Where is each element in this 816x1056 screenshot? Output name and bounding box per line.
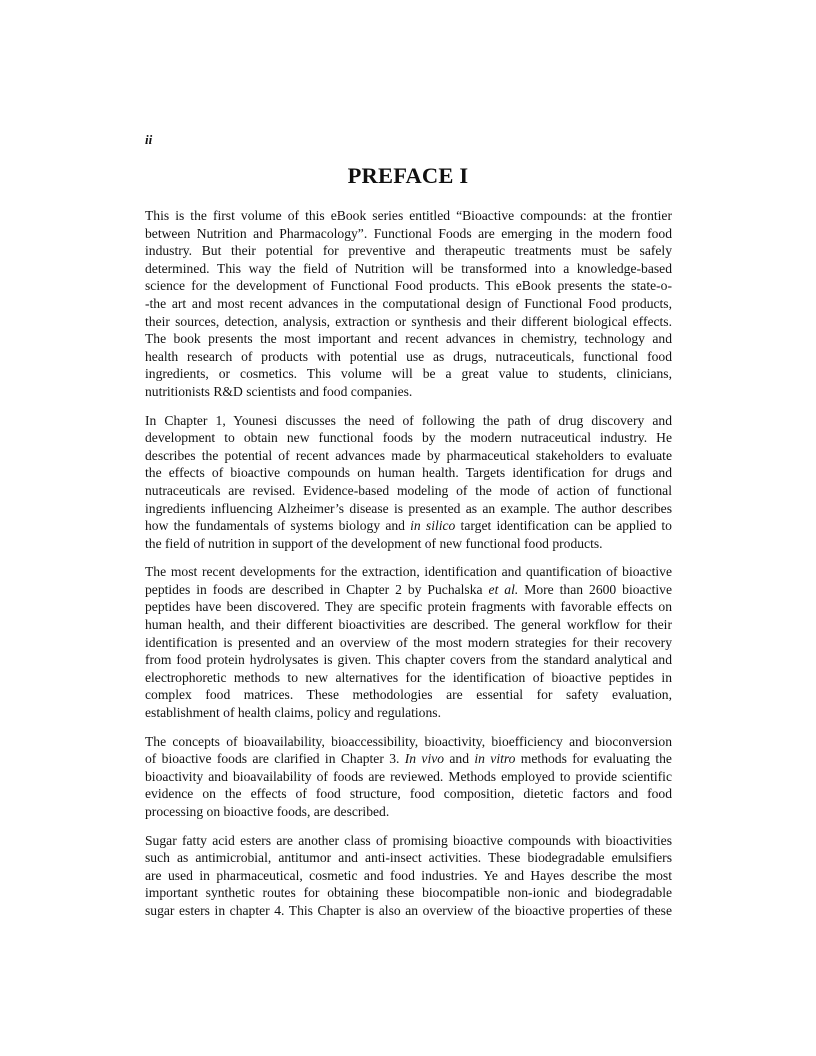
text-line bbox=[145, 616, 672, 634]
text-line bbox=[145, 447, 672, 465]
text-segment: how the fundamentals of systems biology and bbox=[145, 518, 411, 534]
text-segment: nutraceuticals are revised. Evidence-based modeling of the mode of action of functional bbox=[145, 482, 672, 498]
preface-body bbox=[145, 207, 672, 931]
text-segment: target identification can be applied to bbox=[455, 518, 672, 534]
text-line bbox=[145, 277, 672, 295]
text-line bbox=[145, 500, 672, 518]
text-segment: industry. But their potential for preventive and therapeutic treatments must be safely bbox=[145, 243, 672, 259]
text-line bbox=[145, 651, 672, 669]
text-line bbox=[145, 581, 672, 599]
text-line bbox=[145, 849, 672, 867]
text-segment: the effects of bioactive compounds on human health. Targets identification for drugs and bbox=[145, 465, 672, 481]
text-segment: The most recent developments for the extraction, identification and quantification of bioactive bbox=[145, 564, 672, 580]
text-segment: such as antimicrobial, antitumor and anti-insect activities. These biodegradable emulsifiers bbox=[145, 850, 672, 866]
text-segment: methods for evaluating the bbox=[515, 751, 672, 767]
text-segment: sugar esters in chapter 4. This Chapter is also an overview of the bioactive properties of these bbox=[145, 902, 672, 918]
text-segment: This is the first volume of this eBook series entitled “Bioactive compounds: at the frontier bbox=[145, 208, 672, 223]
text-segment: from food protein hydrolysates is given. This chapter covers from the standard analytical and bbox=[145, 652, 672, 668]
text-segment: human health, and their different bioactivities are described. The general workflow for their bbox=[145, 617, 672, 633]
text-segment: identification is presented and an overview of the most modern strategies for their recovery bbox=[145, 634, 672, 650]
text-line bbox=[145, 295, 672, 313]
text-line bbox=[145, 429, 672, 447]
text-line bbox=[145, 207, 672, 225]
page-number: ii bbox=[145, 132, 153, 147]
italic-text: In vivo bbox=[404, 751, 445, 767]
text-segment: development to obtain new functional foods by the modern nutraceutical industry. He bbox=[145, 430, 672, 446]
text-line bbox=[145, 704, 672, 722]
text-line bbox=[145, 260, 672, 278]
text-line bbox=[145, 867, 672, 885]
text-line bbox=[145, 634, 672, 652]
text-segment: Sugar fatty acid esters are another class of promising bioactive compounds with bioactivities bbox=[145, 832, 672, 848]
text-segment: In Chapter 1, Younesi discusses the need of following the path of drug discovery and bbox=[145, 412, 672, 428]
text-line bbox=[145, 412, 672, 430]
text-segment: -the art and most recent advances in the computational design of Functional Food products, bbox=[145, 295, 672, 311]
text-segment: science for the development of Functional Food products. This eBook presents the state-o- bbox=[145, 278, 672, 294]
text-segment: nutritionists R&D scientists and food companies. bbox=[145, 383, 413, 399]
text-segment: the field of nutrition in support of the development of new functional food products. bbox=[145, 535, 603, 551]
italic-text: in silico bbox=[410, 518, 456, 534]
paragraph bbox=[145, 832, 672, 920]
text-segment: are used in pharmaceutical, cosmetic and food industries. Ye and Hayes describe the most bbox=[145, 867, 672, 883]
text-line bbox=[145, 669, 672, 687]
text-line bbox=[145, 330, 672, 348]
text-segment: ingredients influencing Alzheimer’s disease is presented as an example. The author describes bbox=[145, 500, 672, 516]
italic-text: et al. bbox=[488, 581, 519, 597]
text-segment: The book presents the most important and recent advances in chemistry, technology and bbox=[145, 331, 672, 347]
paragraph bbox=[145, 207, 672, 401]
text-line bbox=[145, 768, 672, 786]
text-line bbox=[145, 832, 672, 850]
text-segment: The concepts of bioavailability, bioaccessibility, bioactivity, bioefficiency and bioconversion bbox=[145, 733, 672, 749]
text-line bbox=[145, 464, 672, 482]
text-line bbox=[145, 348, 672, 366]
text-segment: processing on bioactive foods, are described. bbox=[145, 804, 390, 819]
text-segment: bioactivity and bioavailability of foods are reviewed. Methods employed to provide scientific bbox=[145, 768, 672, 784]
text-segment: establishment of health claims, policy and regulations. bbox=[145, 705, 441, 721]
text-segment: More than 2600 bioactive bbox=[518, 581, 672, 597]
text-segment: evidence on the effects of food structure, food composition, dietetic factors and food bbox=[145, 786, 672, 802]
text-line bbox=[145, 225, 672, 243]
text-line bbox=[145, 482, 672, 500]
text-segment: their sources, detection, analysis, extraction or synthesis and their different biological effects. bbox=[145, 313, 672, 329]
text-segment: and bbox=[444, 751, 475, 767]
paragraph bbox=[145, 733, 672, 821]
page-title: PREFACE I bbox=[347, 163, 469, 188]
text-segment: health research of products with potential use as drugs, nutraceuticals, functional food bbox=[145, 348, 672, 364]
text-line bbox=[145, 383, 672, 401]
text-line bbox=[145, 563, 672, 581]
text-line bbox=[145, 313, 672, 331]
italic-text: in vitro bbox=[474, 751, 516, 767]
text-line bbox=[145, 365, 672, 383]
paragraph bbox=[145, 412, 672, 553]
paragraph bbox=[145, 563, 672, 721]
text-line bbox=[145, 733, 672, 751]
text-line bbox=[145, 803, 672, 821]
text-segment: complex food matrices. These methodologies are essential for safety evaluation, bbox=[145, 687, 672, 703]
text-segment: peptides have been discovered. They are specific protein fragments with favorable effects on bbox=[145, 599, 672, 615]
text-line bbox=[145, 517, 672, 535]
text-segment: ingredients, or cosmetics. This volume will be a great value to students, clinicians, bbox=[145, 366, 672, 382]
text-line bbox=[145, 598, 672, 616]
text-line bbox=[145, 535, 672, 553]
text-line bbox=[145, 750, 672, 768]
text-line bbox=[145, 785, 672, 803]
text-segment: describes the potential of recent advances made by pharmaceutical stakeholders to evaluate bbox=[145, 447, 672, 463]
text-segment: electrophoretic methods to new alternatives for the identification of bioactive peptides in bbox=[145, 669, 672, 685]
text-segment: between Nutrition and Pharmacology”. Functional Foods are emerging in the modern food bbox=[145, 225, 672, 241]
text-segment: of bioactive foods are clarified in Chapter 3. bbox=[145, 751, 405, 767]
text-segment: peptides in foods are described in Chapter 2 by Puchalska bbox=[145, 581, 489, 597]
text-line bbox=[145, 686, 672, 704]
text-line bbox=[145, 902, 672, 920]
text-segment: determined. This way the field of Nutrition will be transformed into a knowledge-based bbox=[145, 260, 672, 276]
text-segment: important synthetic routes for obtaining these biocompatible non-ionic and biodegradable bbox=[145, 885, 672, 901]
text-line bbox=[145, 884, 672, 902]
text-line bbox=[145, 242, 672, 260]
